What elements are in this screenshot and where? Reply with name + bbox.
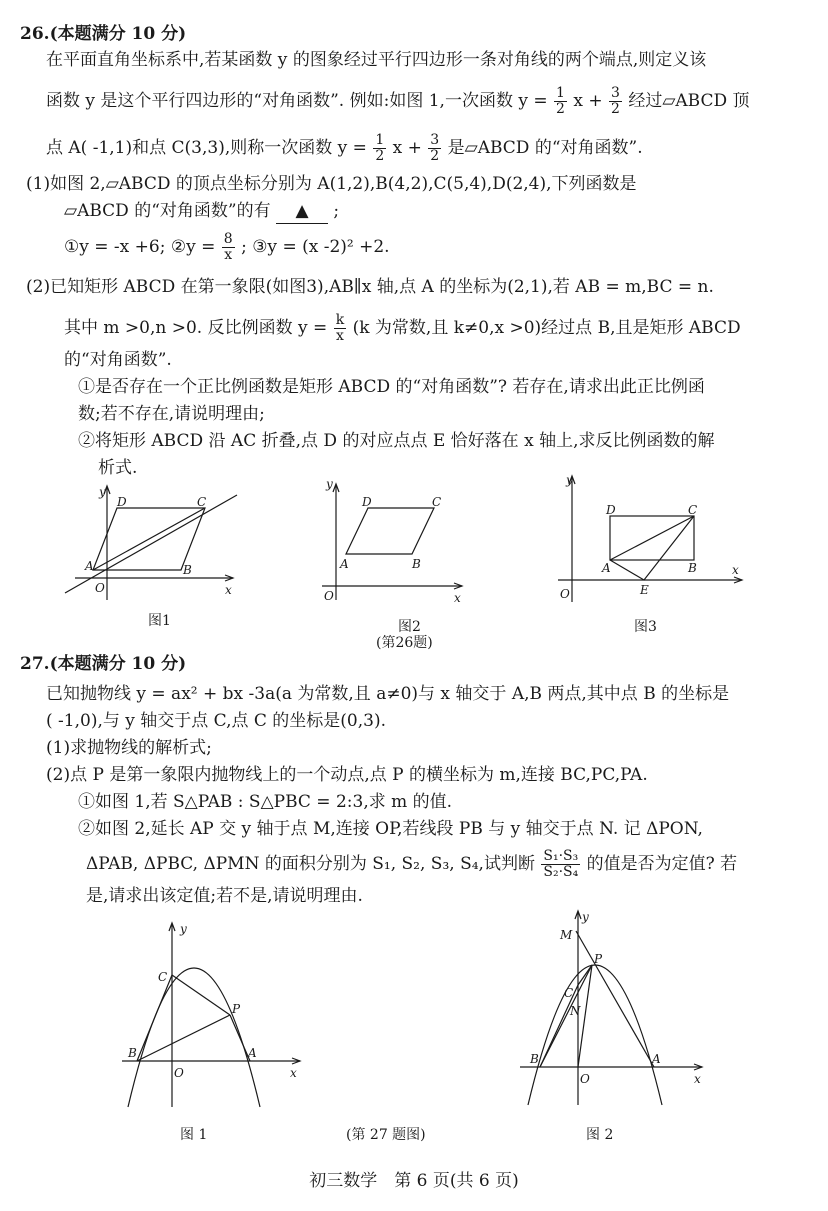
q26-figure-3 bbox=[548, 470, 748, 610]
q26-part1-line-3: ①y = -x +6; ②y = $\frac{8}{x}$ ; ③y = (x -2)² +2. bbox=[64, 231, 390, 263]
point-label-O: O bbox=[95, 581, 105, 595]
point-label-B: B bbox=[412, 557, 421, 571]
fraction-three-halves: $\frac{3}{2}$ bbox=[611, 85, 620, 117]
q26-part2-line-2: 其中 m >0,n >0. 反比例函数 y = $\frac{k}{x}$ (k 为常数,且 k≠0,x >0)经过点 B,且是矩形 ABCD bbox=[64, 312, 741, 344]
fraction-three-halves-2: $\frac{3}{2}$ bbox=[430, 132, 440, 164]
q26-intro-line-1: 在平面直角坐标系中,若某函数 y 的图象经过平行四边形一条对角线的两个端点,则定义该 bbox=[46, 50, 707, 70]
point-label-x: x bbox=[290, 1066, 297, 1080]
point-label-D: D bbox=[117, 495, 127, 509]
point-label-D: D bbox=[362, 495, 372, 509]
point-label-P: P bbox=[594, 952, 603, 966]
q26-figure-1 bbox=[55, 478, 255, 608]
q26-part2-line-1: (2)已知矩形 ABCD 在第一象限(如图3),AB∥x 轴,点 A 的坐标为(2,1),若 AB = m,BC = n. bbox=[26, 277, 714, 297]
q26-header: 26.(本题满分 10 分) bbox=[20, 24, 187, 44]
point-label-A: A bbox=[340, 557, 349, 571]
q26-part2-line-3: 的“对角函数”. bbox=[64, 350, 172, 370]
q26-intro-line-2: 函数 y 是这个平行四边形的“对角函数”. 例如:如图 1,一次函数 y = $\frac{1}{2}$ x + $\frac{3}{2}$ 经过▱ABCD 顶 bbox=[46, 85, 750, 117]
segment-pc bbox=[172, 975, 230, 1015]
q26-sub1-line-1: ①是否存在一个正比例函数是矩形 ABCD 的“对角函数”? 若存在,请求出此正比例函 bbox=[78, 377, 705, 397]
point-label-C: C bbox=[688, 503, 698, 517]
q27-sub2-line-3: 是,请求出该定值;若不是,请说明理由. bbox=[86, 886, 363, 906]
segment-pb bbox=[137, 1015, 230, 1061]
point-label-A: A bbox=[602, 561, 611, 575]
fraction-one-half-2: $\frac{1}{2}$ bbox=[375, 132, 385, 164]
point-label-C: C bbox=[197, 495, 207, 509]
point-label-y: y bbox=[326, 478, 333, 491]
point-label-x: x bbox=[454, 591, 461, 605]
q26-part1-line-1: (1)如图 2,▱ABCD 的顶点坐标分别为 A(1,2),B(4,2),C(5,4),D(2,4),下列函数是 bbox=[26, 174, 637, 194]
q26-fig1-caption: 图1 bbox=[148, 613, 171, 629]
point-label-D: D bbox=[606, 503, 616, 517]
fraction-8-over-x: $\frac{8}{x}$ bbox=[223, 231, 233, 263]
point-label-M: M bbox=[560, 928, 573, 942]
q27-figure-1 bbox=[110, 915, 310, 1115]
point-label-P: P bbox=[232, 1002, 241, 1016]
q27-fig2-caption: 图 2 bbox=[586, 1127, 614, 1143]
answer-blank: ▲ bbox=[276, 199, 328, 224]
point-label-B: B bbox=[530, 1052, 539, 1066]
q27-line-2: ( -1,0),与 y 轴交于点 C,点 C 的坐标是(0,3). bbox=[46, 711, 386, 731]
q27-header: 27.(本题满分 10 分) bbox=[20, 654, 187, 674]
q27-figures-caption: (第 27 题图) bbox=[346, 1127, 426, 1143]
point-label-A: A bbox=[85, 559, 94, 573]
fraction-area-ratio: $\frac{\text{S₁·S₃}}{\text{S₂·S₄}}$ bbox=[543, 848, 579, 880]
point-label-O: O bbox=[174, 1066, 184, 1080]
segment-bc bbox=[137, 975, 172, 1061]
point-label-C: C bbox=[432, 495, 442, 509]
point-label-C: C bbox=[158, 970, 168, 984]
page-footer: 初三数学 第 6 页(共 6 页) bbox=[309, 1171, 519, 1191]
point-label-A: A bbox=[652, 1052, 661, 1066]
point-label-y: y bbox=[582, 910, 589, 924]
q26-sub1-line-2: 数;若不存在,请说明理由; bbox=[78, 404, 265, 424]
q27-figure-2 bbox=[510, 905, 710, 1115]
diagonal-ac bbox=[610, 516, 694, 560]
q26-figures-caption: (第26题) bbox=[376, 635, 433, 651]
point-label-O: O bbox=[324, 589, 334, 603]
parallelogram-abcd bbox=[346, 508, 434, 554]
point-label-y: y bbox=[566, 473, 573, 487]
q26-part1-line-2: ▱ABCD 的“对角函数”的有 ▲ ; bbox=[64, 199, 339, 224]
point-label-C: C bbox=[564, 986, 574, 1000]
point-label-x: x bbox=[225, 583, 232, 597]
q27-part1: (1)求抛物线的解析式; bbox=[46, 738, 212, 758]
q26-sub2-line-2: 析式. bbox=[98, 458, 138, 478]
segment-pa bbox=[230, 1015, 250, 1061]
q27-line-1: 已知抛物线 y = ax² + bx -3a(a 为常数,且 a≠0)与 x 轴交于 A,B 两点,其中点 B 的坐标是 bbox=[46, 684, 730, 704]
q27-part2: (2)点 P 是第一象限内抛物线上的一个动点,点 P 的横坐标为 m,连接 BC,PC,PA. bbox=[46, 765, 648, 785]
point-label-x: x bbox=[732, 563, 739, 577]
point-label-y: y bbox=[99, 485, 106, 499]
q27-sub2-line-2: ΔPAB, ΔPBC, ΔPMN 的面积分别为 S₁, S₂, S₃, S₄,试判断 $\frac{\text{S₁·S₃}}{\text{S₂·S₄}}$ 的值是否为定值? 若 bbox=[86, 848, 738, 880]
point-label-A: A bbox=[248, 1046, 257, 1060]
point-label-O: O bbox=[580, 1072, 590, 1086]
q27-fig1-caption: 图 1 bbox=[180, 1127, 208, 1143]
point-label-O: O bbox=[560, 587, 570, 601]
q26-sub2-line-1: ②将矩形 ABCD 沿 AC 折叠,点 D 的对应点点 E 恰好落在 x 轴上,求反比例函数的解 bbox=[78, 431, 715, 451]
point-label-y: y bbox=[180, 922, 187, 936]
point-label-N: N bbox=[570, 1004, 581, 1018]
point-label-B: B bbox=[128, 1046, 137, 1060]
folded-triangle-aec bbox=[610, 516, 694, 580]
parabola bbox=[528, 965, 662, 1105]
q27-sub1: ①如图 1,若 S△PAB : S△PBC = 2:3,求 m 的值. bbox=[78, 792, 453, 812]
q26-fig3-caption: 图3 bbox=[634, 619, 657, 635]
q26-intro-line-3: 点 A( -1,1)和点 C(3,3),则称一次函数 y = $\frac{1}{2}$ x + $\frac{3}{2}$ 是▱ABCD 的“对角函数”. bbox=[46, 132, 643, 164]
point-label-E: E bbox=[640, 583, 649, 597]
point-label-B: B bbox=[688, 561, 697, 575]
diagonal-ac bbox=[93, 508, 205, 570]
point-label-B: B bbox=[183, 563, 192, 577]
fraction-k-over-x: $\frac{k}{x}$ bbox=[335, 312, 345, 344]
segment-pb bbox=[540, 965, 592, 1067]
point-label-x: x bbox=[694, 1072, 701, 1086]
q26-fig2-caption: 图2 bbox=[398, 619, 421, 635]
q27-sub2-line-1: ②如图 2,延长 AP 交 y 轴于点 M,连接 OP,若线段 PB 与 y 轴交于点 N. 记 ΔPON, bbox=[78, 819, 703, 839]
fraction-one-half: $\frac{1}{2}$ bbox=[556, 85, 565, 117]
q26-figure-2 bbox=[312, 478, 472, 608]
